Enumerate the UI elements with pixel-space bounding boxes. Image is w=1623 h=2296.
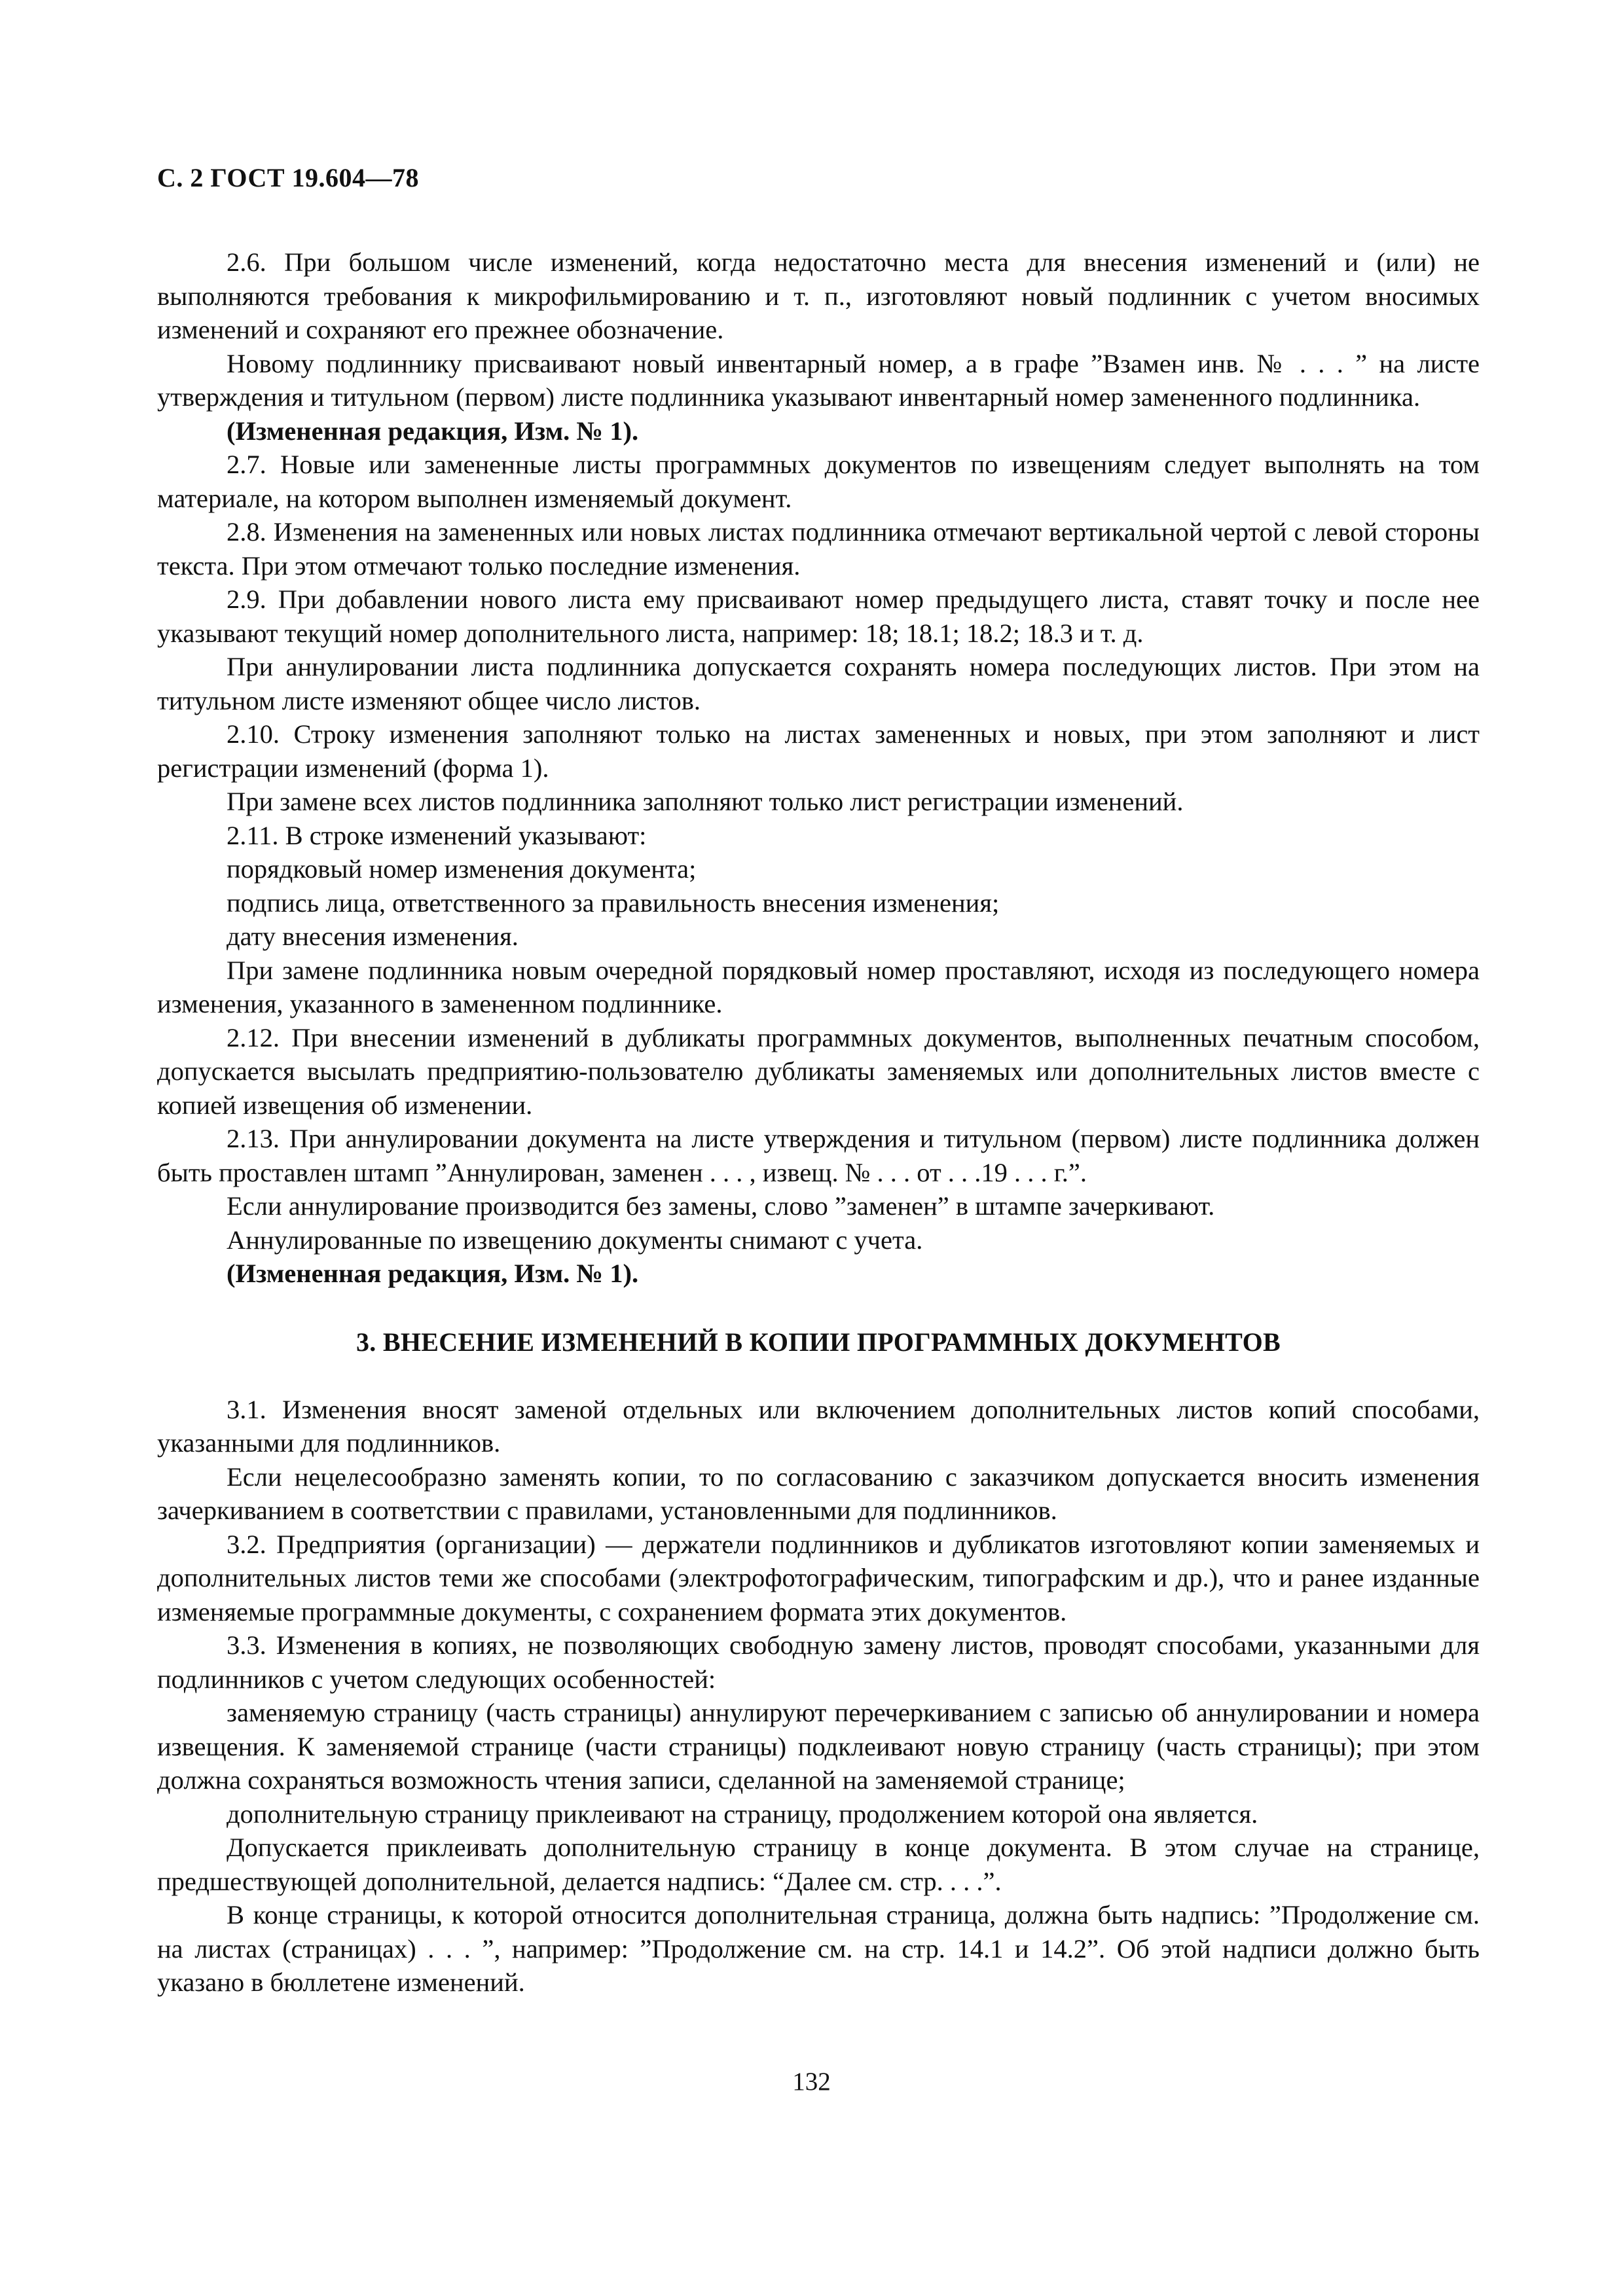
paragraph: подпись лица, ответственного за правильность внесения изменения;	[227, 888, 1000, 918]
paragraph: 2.6. При большом числе изменений, когда недостаточно места для внесения изменений и (или) не выполняются требования к микрофильмированию и т. п., изготовляют новый подлинник с учетом вносимых изменений и сохраняют его прежнее обозначение.	[157, 247, 1480, 344]
paragraph: дополнительную страницу приклеивают на страницу, продолжением которой она является.	[227, 1799, 1258, 1829]
paragraph: (Измененная редакция, Изм. № 1).	[227, 1259, 639, 1288]
paragraph: (Измененная редакция, Изм. № 1).	[227, 416, 639, 446]
paragraph: 2.8. Изменения на замененных или новых листах подлинника отмечают вертикальной чертой с левой стороны текста. При этом отмечают только последние изменения.	[157, 517, 1480, 581]
paragraph: При замене подлинника новым очередной порядковый номер проставляют, исходя из последующего номера изменения, указанного в замененном подлиннике.	[157, 955, 1480, 1018]
section-3-content	[157, 1393, 1480, 2000]
section-3-title: 3. ВНЕСЕНИЕ ИЗМЕНЕНИЙ В КОПИИ ПРОГРАММНЫХ ДОКУМЕНТОВ	[356, 1327, 1281, 1357]
paragraph: Аннулированные по извещению документы снимают с учета.	[227, 1225, 923, 1255]
document-body	[157, 245, 1480, 2000]
paragraph: 3.3. Изменения в копиях, не позволяющих свободную замену листов, проводят способами, указанными для подлинников с учетом следующих особенностей:	[157, 1630, 1480, 1694]
section-2-content	[157, 245, 1480, 1291]
paragraph: При замене всех листов подлинника заполняют только лист регистрации изменений.	[227, 787, 1184, 816]
running-header: С. 2 ГОСТ 19.604—78	[157, 163, 420, 192]
paragraph: Допускается приклеивать дополнительную страницу в конце документа. В этом случае на странице, предшествующей дополнительной, делается надпись: “Далее см. стр. . . .”.	[157, 1833, 1480, 1896]
paragraph: 3.2. Предприятия (организации) — держатели подлинников и дубликатов изготовляют копии заменяемых и дополнительных листов теми же способами (электрофотографическим, типографским и др.), что и ранее изданные изменяемые программные документы, с сохранением формата этих документов.	[157, 1529, 1480, 1626]
paragraph: 2.12. При внесении изменений в дубликаты программных документов, выполненных печатным способом, допускается высылать предприятию-пользователю дубликаты заменяемых или дополнительных листов вместе с копией извещения об изменении.	[157, 1022, 1480, 1120]
paragraph: 3.1. Изменения вносят заменой отдельных или включением дополнительных листов копий способами, указанными для подлинников.	[157, 1394, 1480, 1458]
paragraph: порядковый номер изменения документа;	[227, 854, 697, 884]
paragraph: Если нецелесообразно заменять копии, то по согласованию с заказчиком допускается вносить изменения зачеркиванием в соответствии с правилами, установленными для подлинников.	[157, 1462, 1480, 1525]
paragraph: В конце страницы, к которой относится дополнительная страница, должна быть надпись: ”Продолжение см. на листах (страницах) . . . ”, например: ”Продолжение см. на стр. 14.1 и 14.2”. Об этой надписи должно быть указано в бюллетене изменений.	[157, 1900, 1480, 1997]
paragraph: заменяемую страницу (часть страницы) аннулируют перечеркиванием с записью об аннулировании и номера извещения. К заменяемой странице (части страницы) подклеивают новую страницу (часть страницы); при этом должна сохраняться возможность чтения записи, сделанной на заменяемой странице;	[157, 1698, 1480, 1795]
page-number: 132	[792, 2068, 831, 2096]
paragraph: 2.13. При аннулировании документа на листе утверждения и титульном (первом) листе подлинника должен быть проставлен штамп ”Аннулирован, заменен . . . , извещ. № . . . от . . .19 . . . г.”.	[157, 1124, 1480, 1187]
paragraph: При аннулировании листа подлинника допускается сохранять номера последующих листов. При этом на титульном листе изменяют общее число листов.	[157, 652, 1480, 715]
paragraph: 2.10. Строку изменения заполняют только на листах замененных и новых, при этом заполняют и лист регистрации изменений (форма 1).	[157, 719, 1480, 783]
paragraph: 2.11. В строке изменений указывают:	[227, 820, 647, 850]
paragraph: Новому подлиннику присваивают новый инвентарный номер, а в графе ”Взамен инв. № . . . ” на листе утверждения и титульном (первом) листе подлинника указывают инвентарный номер замененного подлинника.	[157, 348, 1480, 412]
paragraph: Если аннулирование производится без замены, слово ”заменен” в штампе зачеркивают.	[227, 1191, 1215, 1221]
paragraph: 2.9. При добавлении нового листа ему присваивают номер предыдущего листа, ставят точку и после нее указывают текущий номер дополнительного листа, например: 18; 18.1; 18.2; 18.3 и т. д.	[157, 584, 1480, 648]
paragraph: 2.7. Новые или замененные листы программных документов по извещениям следует выполнять на том материале, на котором выполнен изменяемый документ.	[157, 450, 1480, 513]
paragraph: дату внесения изменения.	[227, 922, 519, 951]
